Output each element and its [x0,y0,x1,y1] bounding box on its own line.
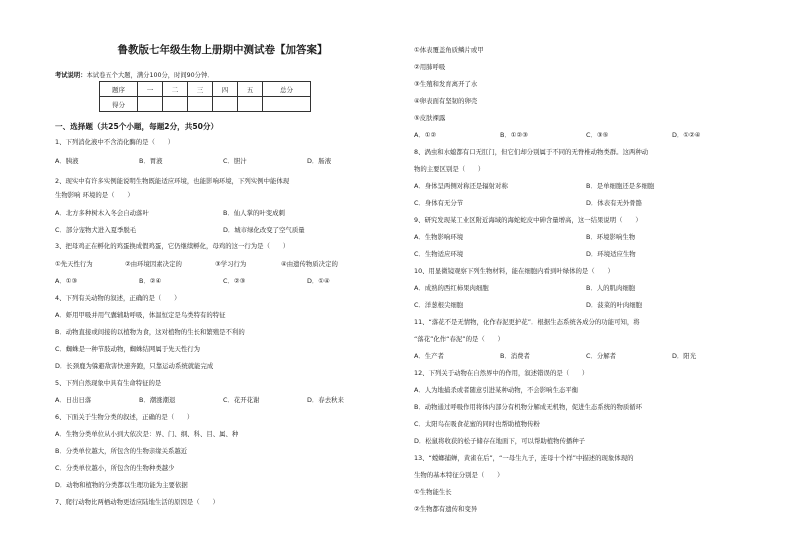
option: C．生物适应环境 [414,250,464,258]
question-line: ③生殖和发育离开了水 [414,80,478,88]
question-line: A．生物分类单位从小到大依次是：界、门、纲、科、目、属、种 [55,430,239,438]
option: B．潮涨潮退 [139,396,176,404]
question-line: 生物的基本特征分别是（ ） [414,471,504,479]
score-cell [263,97,311,112]
option: ②由环境因素决定的 [125,260,182,268]
question-line: A．人为地捕杀或者随意引进某种动物，不会影响生态平衡 [414,386,579,394]
score-cell: 一 [138,82,163,97]
question-line: 生物影响 环境的是（ ） [55,191,134,199]
option: B．环境影响生物 [586,233,636,241]
option: A．①② [414,131,437,139]
question-line: 10、用显微镜观察下列生物材料，能在细胞内看到叶绿体的是（ ） [414,267,614,275]
question-line: C．分类单位越小，所包含的生物种类越少 [55,464,175,472]
instructions-label: 考试说明： [55,72,87,79]
question-line: C．太阳鸟在吸食花蜜的同时也帮助植物传粉 [414,420,540,428]
question-line: D．松鼠将收获的松子储存在地面下，可以帮助植物传播种子 [414,437,586,445]
question-line: ④卵表面有坚韧的卵壳 [414,97,478,105]
option: C．胆汁 [223,157,247,165]
instructions-text: 本试卷五个大题，满分100分，时间90分钟． [86,72,214,79]
question-line: B．分类单位越大，所包含的生物亲缘关系越近 [55,447,188,455]
option: C．洋葱根尖细胞 [414,301,464,309]
option: D．阳光 [672,352,697,360]
option: D．城市绿化改变了空气质量 [223,226,305,234]
question-line: D．长颈鹿为躲避敌害快速奔跑，只靠运动系统就能完成 [55,362,214,370]
score-cell [213,97,238,112]
question-line: 1、下列消化液中不含消化酶的是（ ） [55,138,175,146]
option: ④由遗传物质决定的 [281,260,338,268]
question-line: 11、“落花不是无情物，化作春泥更护花”．根据生态系统各成分的功能可知，将 [414,318,640,326]
option: D．肠液 [307,157,332,165]
option: A．北方多种树木入冬会自动落叶 [55,209,149,217]
question-line: ⑤皮肤裸露 [414,114,446,122]
option: A．生产者 [414,352,444,360]
option: A．成熟的西红柿果肉细胞 [414,284,489,292]
option: D．体表有无外骨骼 [586,199,643,207]
question-line: A．虾用甲吸并用气囊辅助呼吸，体温恒定是鸟类特有的特征 [55,311,226,319]
score-cell: 三 [188,82,213,97]
option: B．是单细胞还是多细胞 [586,182,655,190]
question-line: C．蜘蛛是一种节肢动物，蜘蛛结网属于先天性行为 [55,345,201,353]
question-line: B．动物通过呼吸作用将体内部分有机物分解成无机物，促进生态系统的物质循环 [414,403,643,411]
option: A．身体呈两侧对称还是辐射对称 [414,182,508,190]
question-line: “落花”化作“春泥”的是（ ） [414,335,504,343]
score-cell [188,97,213,112]
option: D．环境适应生物 [586,250,636,258]
score-cell [163,97,188,112]
option: C．③⑤ [586,131,609,139]
question-line: 4、下列有关动物的叙述，正确的是（ ） [55,294,181,302]
question-line: ②生物都有遗传和变异 [414,505,478,513]
option: D．①④ [307,277,330,285]
question-line: 5、下列自然现象中具有生命特征的是 [55,379,162,387]
option: C．分解者 [586,352,617,360]
option: B．仙人掌的叶变成刺 [223,209,285,217]
option: A．①③ [55,277,78,285]
option: B．胃液 [139,157,163,165]
option: D．春去秋来 [307,396,344,404]
question-line: 13、“螳螂捕蝉，黄雀在后”，“一母生九子，连母十个样”中描述的现象体现的 [414,454,634,462]
option: B．①②③ [500,131,528,139]
question-line: 6、下面关于生物分类的叙述，正确的是（ ） [55,413,194,421]
option: ①先天性行为 [55,260,93,268]
question-line: 8、涡虫和水螅都有口无肛门，但它们却分别属于不同的无脊椎动物类群。这两种动 [414,148,649,156]
option: A．胰液 [55,157,79,165]
question-line: 12、下列关于动物在自然界中的作用，叙述错误的是（ ） [414,369,589,377]
option: D．①②④ [672,131,701,139]
score-cell: 二 [163,82,188,97]
score-table [99,81,311,112]
question-line: 物的主要区别是（ ） [414,165,485,173]
score-cell: 得分 [100,97,138,112]
question-line: 9、研究发现某工业区附近海域的海蛇蛇皮中砷含量增高，这一结果说明（ ） [414,216,642,224]
score-cell [138,97,163,112]
section-heading: 一、选择题（共25个小题，每题2分，共50分） [55,122,219,131]
option: ③学习行为 [215,260,247,268]
score-cell: 五 [238,82,263,97]
option: C．②③ [223,277,246,285]
question-line: B．动物直接或间接的以植物为食，这对植物的生长和繁殖是不利的 [55,328,245,336]
exam-title: 鲁教版七年级生物上册期中测试卷【加答案】 [117,44,328,56]
score-value-row [100,97,311,112]
option: C．花开花谢 [223,396,260,404]
score-cell: 四 [213,82,238,97]
question-line: 7、爬行动物比两栖动物更适应陆地生活的原因是（ ） [55,498,219,506]
question-line: ①体表覆盖角质鳞片或甲 [414,46,484,54]
question-line: ①生物能生长 [414,488,452,496]
option: C．部分宠物犬进入夏季脱毛 [55,226,137,234]
option: A．日出日落 [55,396,92,404]
option: B．②④ [139,277,162,285]
score-cell: 总分 [263,82,311,97]
option: D．菠菜的叶肉细胞 [586,301,643,309]
score-cell [238,97,263,112]
score-cell: 题序 [100,82,138,97]
question-line: 2、现实中有许多实例能说明生物既能适应环境，也能影响环境，下列实例中能体现 [55,177,290,185]
question-line: D．动物和植物的分类都以生理功能为主要依据 [55,481,188,489]
score-header-row [100,82,311,97]
option: A．生物影响环境 [414,233,464,241]
question-line: 3、把母鸡正在孵化的鸡蛋换成假鸡蛋，它仍继续孵化，母鸡的这一行为是（ ） [55,242,290,250]
option: B．消费者 [500,352,530,360]
option: B．人的肌肉细胞 [586,284,636,292]
question-line: ②用肺呼吸 [414,63,446,71]
option: C．身体有无分节 [414,199,464,207]
exam-instructions [55,70,214,79]
